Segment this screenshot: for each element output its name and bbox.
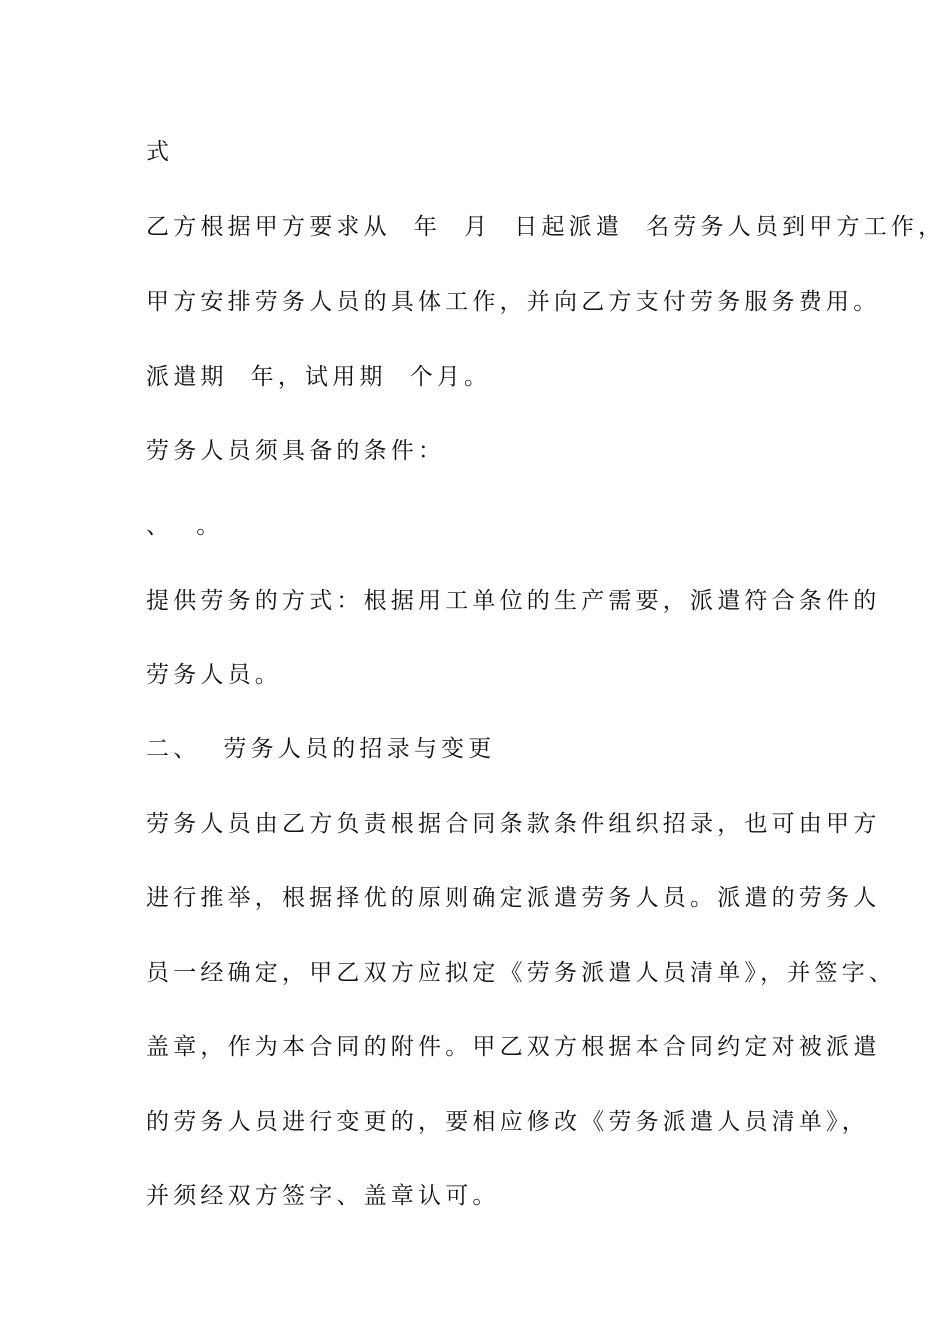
text-line: 乙方根据甲方要求从 年 月 日起派遣 名劳务人员到甲方工作，	[146, 214, 946, 240]
text-line: 员一经确定，甲乙双方应拟定《劳务派遣人员清单》，并签字、	[146, 960, 897, 986]
text-line: 甲方安排劳务人员的具体工作，并向乙方支付劳务服务费用。	[146, 289, 881, 315]
text-line: 劳务人员由乙方负责根据合同条款条件组织招录，也可由甲方	[146, 811, 881, 837]
text-line: 并须经双方签字、盖章认可。	[146, 1183, 500, 1209]
text-line: 、 。	[146, 513, 224, 539]
section-heading: 二、 劳务人员的招录与变更	[146, 736, 496, 762]
text-line: 式	[146, 139, 174, 165]
text-line: 的劳务人员进行变更的，要相应修改《劳务派遣人员清单》，	[146, 1109, 869, 1135]
text-line: 进行推举，根据择优的原则确定派遣劳务人员。派遣的劳务人	[146, 885, 881, 911]
text-line: 提供劳务的方式：根据用工单位的生产需要，派遣符合条件的	[146, 588, 881, 614]
text-line: 劳务人员。	[146, 662, 282, 688]
text-line: 盖章，作为本合同的附件。甲乙双方根据本合同约定对被派遣	[146, 1034, 881, 1060]
text-line: 劳务人员须具备的条件：	[146, 438, 446, 464]
text-line: 派遣期 年，试用期 个月。	[146, 364, 492, 390]
